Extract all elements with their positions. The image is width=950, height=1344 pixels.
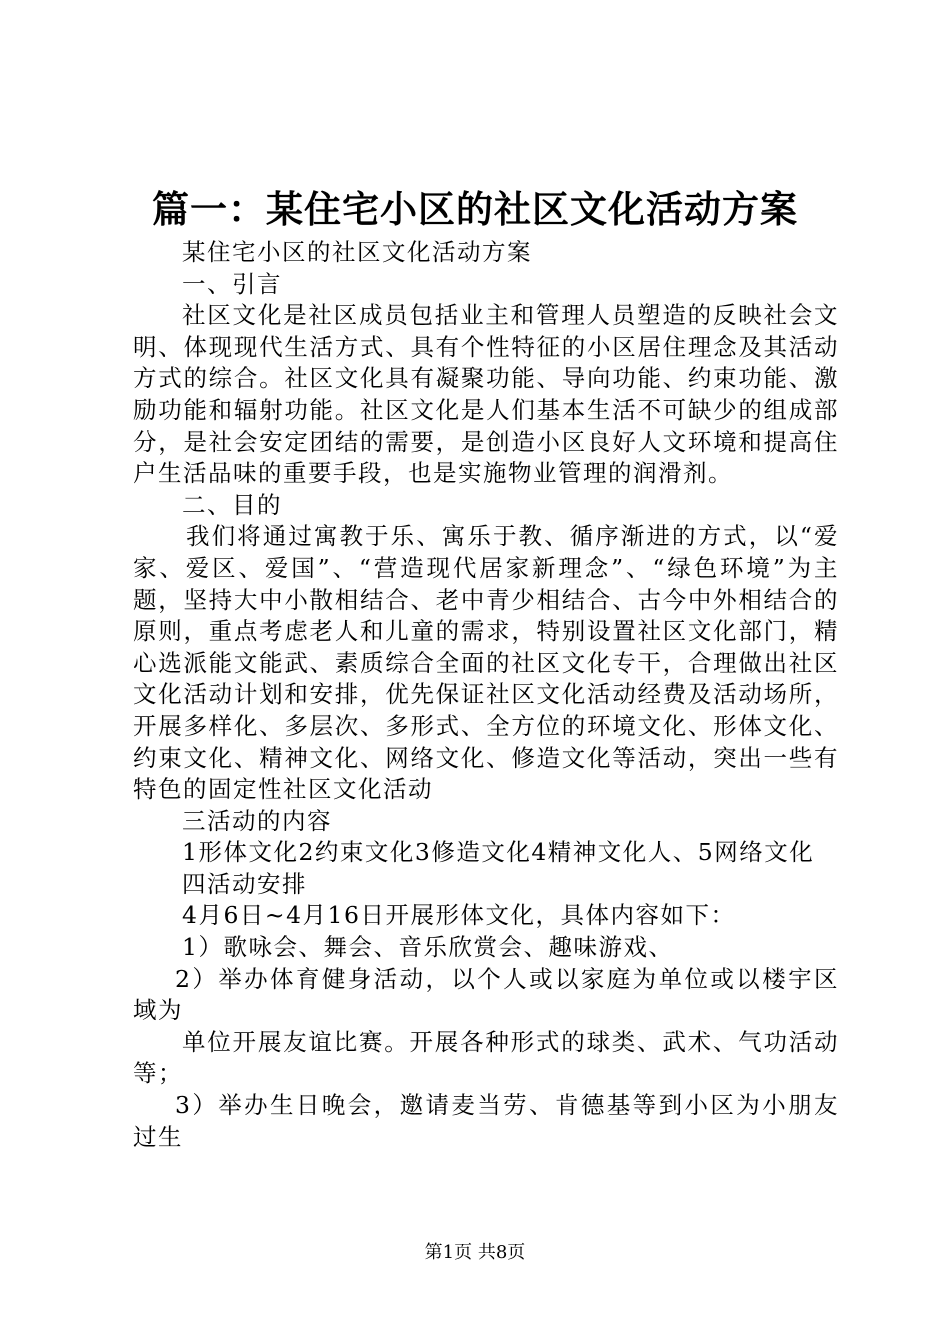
introduction-paragraph: 社区文化是社区成员包括业主和管理人员塑造的反映社会文明、体现现代生活方式、具有个性特征的小区居住理念及其活动方式的综合。社区文化具有凝聚功能、导向功能、约束功能、激励功能和辐射功能。社区文化是人们基本生活不可缺少的组成部分，是社会安定团结的需要，是创造小区良好人文环境和提高住户生活品味的重要手段，也是实施物业管理的润滑剂。 xyxy=(133,301,839,488)
purpose-paragraph: 我们将通过寓教于乐、寓乐于教、循序渐进的方式，以“爱家、爱区、爱国”、“营造现代居家新理念”、“绿色环境”为主题，坚持大中小散相结合、老中青少相结合、古今中外相结合的原则，重点考虑老人和儿童的需求，特别设置社区文化部门，精心选派能文能武、素质综合全面的社区文化专干，合理做出社区文化活动计划和安排，优先保证社区文化活动经费及活动场所，开展多样化、多层次、多形式、全方位的环境文化、形体文化、约束文化、精神文化、网络文化、修造文化等活动，突出一些有特色的固定性社区文化活动 xyxy=(133,522,839,804)
section-heading-content: 三活动的内容 xyxy=(182,806,332,835)
subtitle-paragraph: 某住宅小区的社区文化活动方案 xyxy=(182,238,532,266)
schedule-intro-paragraph: 4月6日~4月16日开展形体文化，具体内容如下： xyxy=(182,901,736,930)
content-list-paragraph: 1形体文化2约束文化3修造文化4精神文化人、5网络文化 xyxy=(182,838,815,867)
section-heading-schedule: 四活动安排 xyxy=(182,869,307,898)
section-heading-purpose: 二、目的 xyxy=(182,490,282,519)
section-heading-introduction: 一、引言 xyxy=(182,269,282,298)
schedule-item-1: 1）歌咏会、舞会、音乐欣赏会、趣味游戏、 xyxy=(182,933,674,962)
schedule-item-3: 3）举办生日晚会，邀请麦当劳、肯德基等到小区为小朋友过生 xyxy=(133,1091,839,1151)
schedule-item-2: 2）举办体育健身活动，以个人或以家庭为单位或以楼宇区域为 xyxy=(133,964,839,1025)
document-title: 篇一：某住宅小区的社区文化活动方案 xyxy=(152,187,798,231)
schedule-item-2-continued: 单位开展友谊比赛。开展各种形式的球类、武术、气功活动等； xyxy=(133,1027,839,1088)
document-body xyxy=(133,237,839,1153)
page-number-footer: 第1页 共8页 xyxy=(424,1242,526,1263)
